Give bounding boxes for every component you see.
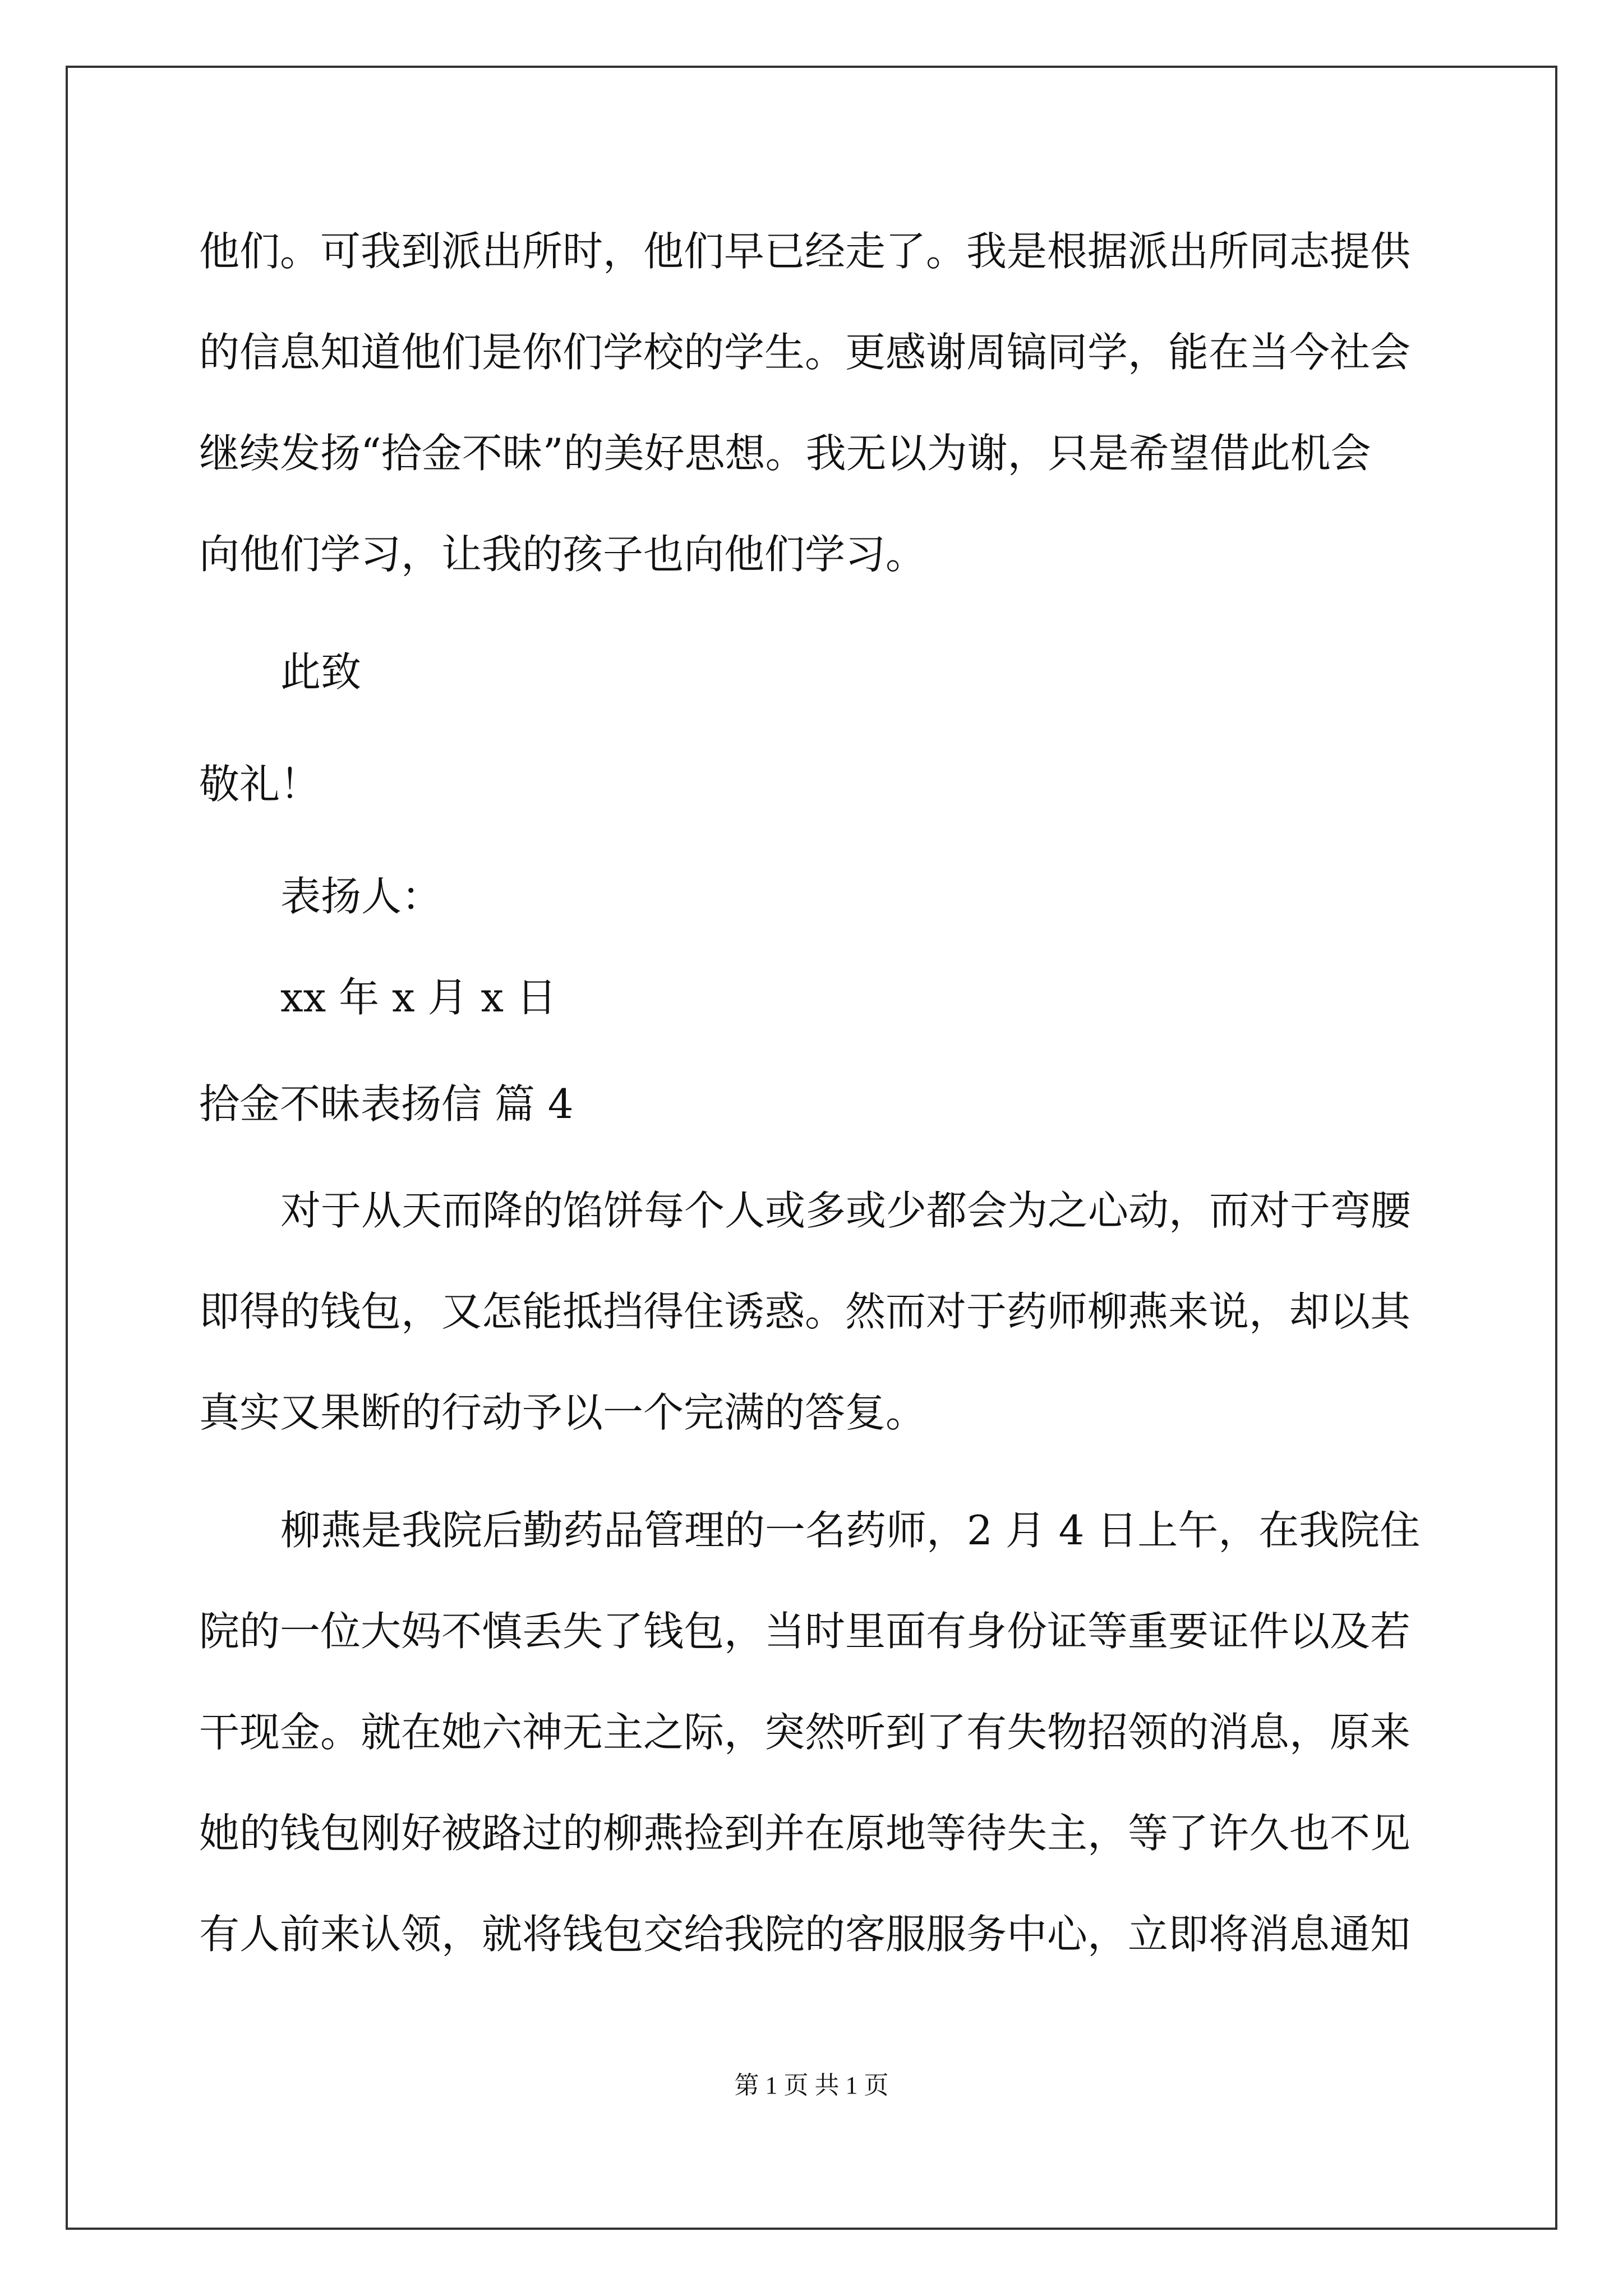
body-line: 对于从天而降的馅饼每个人或多或少都会为之心动，而对于弯腰 — [280, 1187, 1412, 1234]
body-line: 的信息知道他们是你们学校的学生。更感谢周镐同学，能在当今社会 — [199, 329, 1411, 376]
body-line: 她的钱包刚好被路过的柳燕捡到并在原地等待失主，等了许久也不见 — [199, 1810, 1411, 1857]
body-line: 柳燕是我院后勤药品管理的一名药师，2 月 4 日上午，在我院住 — [280, 1507, 1421, 1554]
body-line: 他们。可我到派出所时，他们早已经走了。我是根据派出所同志提供 — [199, 228, 1411, 275]
body-line: 有人前来认领，就将钱包交给我院的客服服务中心，立即将消息通知 — [199, 1911, 1411, 1958]
date-line: xx 年 x 月 x 日 — [280, 974, 557, 1021]
page-border — [66, 66, 1557, 2230]
body-line: 院的一位大妈不慎丢失了钱包，当时里面有身份证等重要证件以及若 — [199, 1608, 1411, 1655]
body-line: 向他们学习，让我的孩子也向他们学习。 — [199, 531, 926, 578]
section-heading: 拾金不昧表扬信 篇 4 — [199, 1080, 574, 1128]
body-line: 继续发扬“拾金不昧”的美好思想。我无以为谢，只是希望借此机会 — [199, 430, 1371, 477]
salutation-line: 此致 — [280, 648, 362, 696]
signer-label: 表扬人： — [280, 873, 442, 920]
page-number-footer: 第 1 页 共 1 页 — [734, 2072, 889, 2099]
body-line: 即得的钱包，又怎能抵挡得住诱惑。然而对于药师柳燕来说，却以其 — [199, 1288, 1411, 1335]
body-line: 真实又果断的行动予以一个完满的答复。 — [199, 1389, 926, 1436]
body-line: 干现金。就在她六神无主之际，突然听到了有失物招领的消息，原来 — [199, 1709, 1411, 1756]
closing-line: 敬礼！ — [199, 761, 321, 808]
